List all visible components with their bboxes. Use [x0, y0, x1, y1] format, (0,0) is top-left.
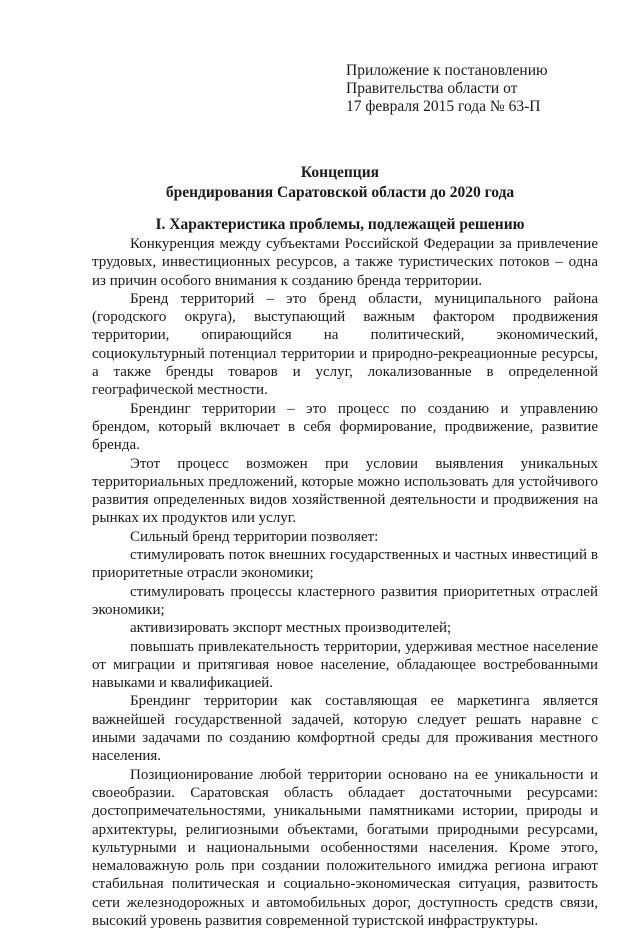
paragraph: активизировать экспорт местных производителей;	[130, 620, 452, 637]
appendix-line-2: Правительства области от	[346, 80, 518, 97]
paragraph: стимулировать поток внешних государственных и частных инвестиций в приоритетные отрасли экономики;	[92, 547, 598, 582]
paragraph: Позиционирование любой территории основано на ее уникальности и своеобразии. Саратовская область обладает достаточными ресурсами: достопримечательностями, уникальными памятниками истории, природы и архитектуры, религиозными объектами, богатыми природными ресурсами, культурными и национальными особенностями населения. Кроме этого, немаловажную роль при создании положительного имиджа региона играют стабильная политическая и социально-экономическая ситуация, развитость сети железнодорожных и автомобильных дорог, доступность средств связи, высокий уровень развития современной туристской инфраструктуры.	[92, 766, 598, 929]
title-line-2: брендирования Саратовской области до 2020 года	[165, 184, 515, 201]
appendix-line-3: 17 февраля 2015 года № 63-П	[346, 98, 541, 115]
paragraph: Бренд территорий – это бренд области, муниципального района (городского округа), выступающий важным фактором продвижения территории, опирающийся на политический, экономический, социокультурный потенциал территории и природно-рекреационные ресурсы, а также бренды товаров и услуг, локализованные в определенной географической местности.	[92, 290, 598, 399]
paragraph: стимулировать процессы кластерного развития приоритетных отраслей экономики;	[92, 583, 598, 618]
document-title	[0, 163, 640, 203]
section-heading: I. Характеристика проблемы, подлежащей решению	[155, 216, 525, 233]
paragraph: Конкуренция между субъектами Российской Федерации за привлечение трудовых, инвестиционных ресурсов, а также туристических потоков – одна из причин особого внимания к созданию бренда территории.	[92, 236, 598, 289]
document-body	[92, 235, 598, 930]
appendix-line-1: Приложение к постановлению	[346, 62, 548, 79]
paragraph: повышать привлекательность территории, удерживая местное население от миграции и притягивая новое население, обладающее востребованными навыками и квалификацией.	[92, 638, 598, 692]
paragraph: Этот процесс возможен при условии выявления уникальных территориальных предложений, которые можно использовать для устойчивого развития определенных видов хозяйственной деятельности и продвижения на рынках их продуктов или услуг.	[92, 455, 598, 527]
paragraph: Брендинг территории как составляющая ее маркетинга является важнейшей государственной задачей, которую следует решать наравне с иными задачами по созданию комфортной среды для проживания местного населения.	[92, 693, 598, 765]
title-line-1: Концепция	[300, 164, 380, 181]
paragraph: Брендинг территории – это процесс по созданию и управлению брендом, который включает в себя формирование, продвижение, развитие бренда.	[92, 400, 598, 454]
paragraph: Сильный бренд территории позволяет:	[130, 528, 379, 545]
appendix-note	[346, 62, 548, 116]
